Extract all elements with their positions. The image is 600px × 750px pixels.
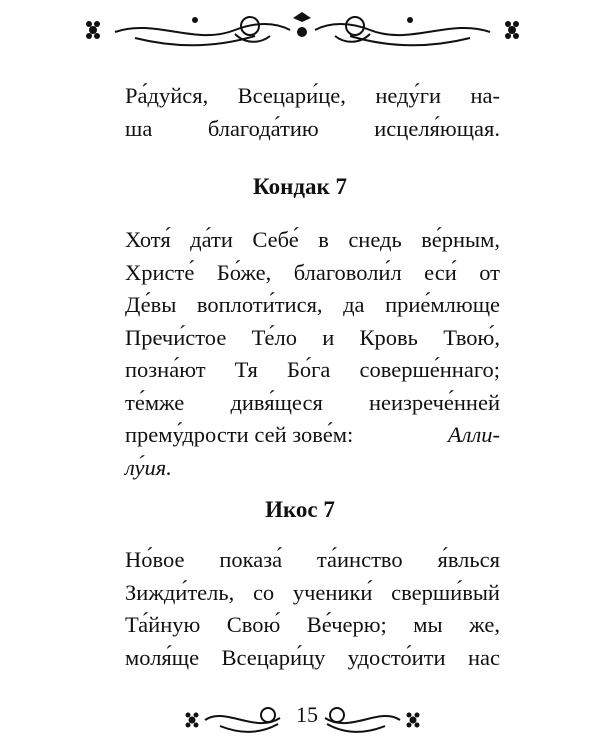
kondak-line: Пречи́стое Те́ло и Кровь Твою́, — [125, 324, 500, 350]
ikos-line: Зижди́тель, со ученики́ сверши́вый — [125, 579, 500, 605]
intro-line: Ра́дуйся, Всецари́це, неду́ги на- — [125, 83, 500, 108]
alleluia-start: Алли- — [447, 422, 500, 447]
kondak-line: Хотя́ да́ти Себе́ в снедь ве́рным, — [125, 227, 500, 252]
kondak-line-8 — [125, 452, 500, 485]
kondak-line: те́мже дивя́щеся неизрече́нней — [125, 389, 500, 415]
kondak-line: позна́ют Тя Бо́га соверше́ннаго; — [125, 357, 500, 382]
intro-paragraph — [125, 80, 500, 145]
kondak-heading: Кондак 7 — [253, 174, 347, 199]
ikos-line: Но́вое показа́ та́инство я́влься — [125, 547, 500, 572]
ikos-line: моля́ще Всецари́цу удосто́ити нас — [125, 644, 500, 670]
kondak-line-7 — [125, 419, 500, 452]
kondak-paragraph — [125, 224, 500, 484]
kondak-line-7-text: прему́дрости сей зове́м: — [125, 422, 354, 447]
page-number: 15 — [296, 702, 318, 727]
top-floral-ornament-icon — [75, 8, 530, 48]
kondak-line: Христе́ Бо́же, благоволи́л еси́ от — [125, 259, 500, 285]
ikos-heading: Икос 7 — [265, 497, 335, 522]
alleluia-end: лу́ия. — [125, 454, 172, 480]
ikos-paragraph — [125, 544, 500, 674]
intro-line: ша благода́тию исцеля́ющая. — [125, 115, 500, 141]
ikos-line: Та́йную Свою́ Ве́черю; мы же, — [125, 612, 500, 637]
kondak-line: Де́вы воплоти́тися, да прие́млюще — [125, 292, 500, 317]
